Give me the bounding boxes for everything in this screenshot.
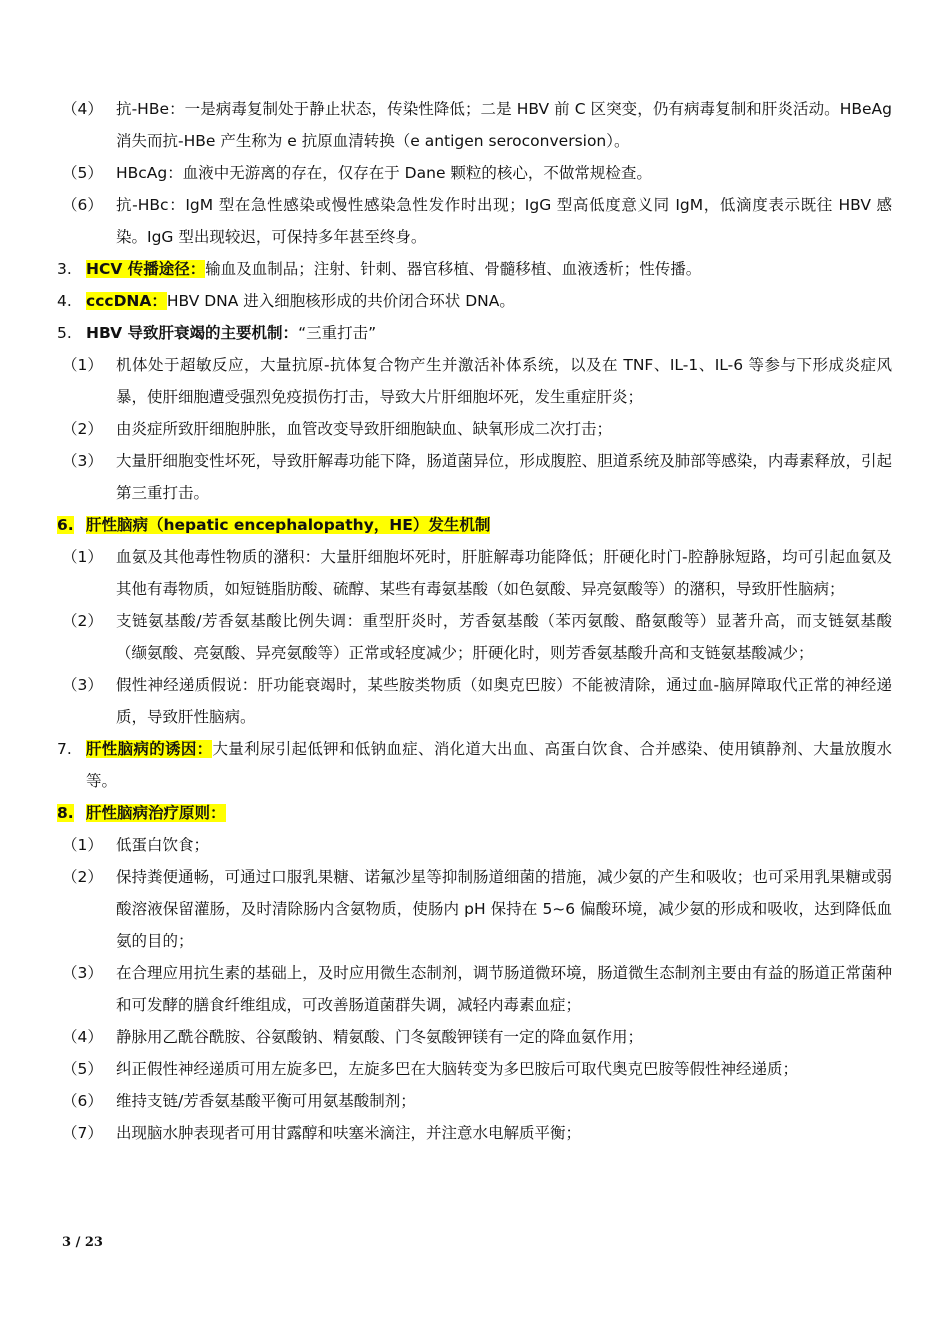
sub-item <box>0 413 950 445</box>
sub-item <box>0 669 950 733</box>
item-body: 大量利尿引起低钾和低钠血症、消化道大出血、高蛋白饮食、合并感染、使用镇静剂、大量放腹水等。 <box>86 740 892 790</box>
item-heading: 肝性脑病治疗原则： <box>86 804 226 822</box>
sub-item <box>0 349 950 413</box>
item-body: 纠正假性神经递质可用左旋多巴，左旋多巴在大脑转变为多巴胺后可取代奥克巴胺等假性神经递质； <box>116 1060 799 1078</box>
numbered-item <box>0 253 950 285</box>
item-text <box>116 861 892 957</box>
sub-item <box>0 93 950 157</box>
item-text <box>86 797 892 829</box>
item-body: 低蛋白饮食； <box>116 836 210 854</box>
item-heading: HBV 导致肝衰竭的主要机制： <box>86 324 299 342</box>
item-body: 大量肝细胞变性坏死，导致肝解毒功能下降，肠道菌异位，形成腹腔、胆道系统及肺部等感染，内毒素释放，引起第三重打击。 <box>116 452 892 502</box>
page-number: 3 / 23 <box>62 1235 103 1250</box>
sub-item <box>0 541 950 605</box>
item-number: （5） <box>62 164 103 182</box>
item-number: 4. <box>57 292 72 310</box>
sub-item <box>0 1021 950 1053</box>
item-heading: cccDNA： <box>86 292 167 310</box>
item-text <box>86 317 892 349</box>
item-body: 支链氨基酸/芳香氨基酸比例失调：重型肝炎时，芳香氨基酸（苯丙氨酸、酪氨酸等）显著升高，而支链氨基酸（缬氨酸、亮氨酸、异亮氨酸等）正常或轻度减少；肝硬化时，则芳香氨基酸升高和支链氨基酸减少； <box>116 612 892 662</box>
item-number: 6. <box>57 516 74 534</box>
item-text <box>116 1117 892 1149</box>
item-body: 机体处于超敏反应，大量抗原-抗体复合物产生并激活补体系统，以及在 TNF、IL-1、IL-6 等参与下形成炎症风暴，使肝细胞遭受强烈免疫损伤打击，导致大片肝细胞坏死，发生重症肝炎； <box>116 356 892 406</box>
item-text <box>86 733 892 797</box>
numbered-item <box>0 733 950 797</box>
item-body: HBV DNA 进入细胞核形成的共价闭合环状 DNA。 <box>166 292 515 310</box>
sub-item <box>0 1117 950 1149</box>
numbered-item <box>0 317 950 349</box>
item-text <box>86 509 892 541</box>
item-body: 保持粪便通畅，可通过口服乳果糖、诺氟沙星等抑制肠道细菌的措施，减少氨的产生和吸收；也可采用乳果糖或弱酸溶液保留灌肠，及时清除肠内含氨物质，使肠内 pH 保持在 5~6 偏酸环境，减少氨的形成和吸收，达到降低血氨的目的； <box>116 868 892 950</box>
item-text <box>86 285 892 317</box>
item-text <box>86 253 892 285</box>
item-number: （4） <box>62 1028 103 1046</box>
item-number: （3） <box>62 964 103 982</box>
item-text <box>116 669 892 733</box>
item-body: 输血及血制品；注射、针刺、器官移植、骨髓移植、血液透析；性传播。 <box>205 260 702 278</box>
item-number: （7） <box>62 1124 103 1142</box>
item-number: 7. <box>57 740 72 758</box>
item-text <box>116 1021 892 1053</box>
item-text <box>116 349 892 413</box>
item-text <box>116 957 892 1021</box>
item-text <box>116 157 892 189</box>
numbered-item <box>0 797 950 829</box>
sub-item <box>0 861 950 957</box>
sub-item <box>0 445 950 509</box>
item-body: 抗-HBe：一是病毒复制处于静止状态，传染性降低；二是 HBV 前 C 区突变，仍有病毒复制和肝炎活动。HBeAg 消失而抗-HBe 产生称为 e 抗原血清转换（e antigen seroconversion）。 <box>116 100 892 150</box>
item-body: 假性神经递质假说：肝功能衰竭时，某些胺类物质（如奥克巴胺）不能被清除，通过血-脑屏障取代正常的神经递质，导致肝性脑病。 <box>116 676 892 726</box>
item-heading: 肝性脑病（hepatic encephalopathy，HE）发生机制 <box>86 516 491 534</box>
item-text <box>116 605 892 669</box>
item-heading: HCV 传播途径： <box>86 260 206 278</box>
item-body: 在合理应用抗生素的基础上，及时应用微生态制剂，调节肠道微环境，肠道微生态制剂主要由有益的肠道正常菌种和可发酵的膳食纤维组成，可改善肠道菌群失调，减轻内毒素血症； <box>116 964 892 1014</box>
item-number: （2） <box>62 868 103 886</box>
item-text <box>116 1085 892 1117</box>
item-number: （3） <box>62 676 103 694</box>
item-body: 由炎症所致肝细胞肿胀，血管改变导致肝细胞缺血、缺氧形成二次打击； <box>116 420 613 438</box>
item-number: 8. <box>57 804 74 822</box>
item-body: “三重打击” <box>298 324 377 342</box>
item-body: HBcAg：血液中无游离的存在，仅存在于 Dane 颗粒的核心，不做常规检查。 <box>116 164 652 182</box>
item-number: （5） <box>62 1060 103 1078</box>
numbered-item <box>0 509 950 541</box>
sub-item <box>0 605 950 669</box>
item-number: （1） <box>62 548 103 566</box>
item-number: （1） <box>62 356 103 374</box>
sub-item <box>0 957 950 1021</box>
item-text <box>116 413 892 445</box>
sub-item <box>0 1053 950 1085</box>
item-body: 维持支链/芳香氨基酸平衡可用氨基酸制剂； <box>116 1092 416 1110</box>
sub-item <box>0 157 950 189</box>
item-number: （6） <box>62 1092 103 1110</box>
sub-item <box>0 829 950 861</box>
item-body: 抗-HBc：IgM 型在急性感染或慢性感染急性发作时出现；IgG 型高低度意义同 IgM，低滴度表示既往 HBV 感染。IgG 型出现较迟，可保持多年甚至终身。 <box>116 196 892 246</box>
item-number: 3. <box>57 260 72 278</box>
item-body: 出现脑水肿表现者可用甘露醇和呋塞米滴注，并注意水电解质平衡； <box>116 1124 582 1142</box>
item-number: （2） <box>62 420 103 438</box>
item-text <box>116 1053 892 1085</box>
sub-item <box>0 1085 950 1117</box>
item-number: （6） <box>62 196 103 214</box>
document-body <box>0 93 950 1149</box>
sub-item <box>0 189 950 253</box>
item-body: 血氨及其他毒性物质的潴积：大量肝细胞坏死时，肝脏解毒功能降低；肝硬化时门-腔静脉短路，均可引起血氨及其他有毒物质，如短链脂肪酸、硫醇、某些有毒氨基酸（如色氨酸、异亮氨酸等）的潴积，导致肝性脑病； <box>116 548 892 598</box>
item-text <box>116 541 892 605</box>
item-number: （4） <box>62 100 103 118</box>
item-number: （1） <box>62 836 103 854</box>
item-number: 5. <box>57 324 72 342</box>
item-text <box>116 93 892 157</box>
numbered-item <box>0 285 950 317</box>
item-body: 静脉用乙酰谷酰胺、谷氨酸钠、精氨酸、门冬氨酸钾镁有一定的降血氨作用； <box>116 1028 644 1046</box>
item-heading: 肝性脑病的诱因： <box>86 740 213 758</box>
item-text <box>116 445 892 509</box>
item-number: （2） <box>62 612 103 630</box>
item-text <box>116 189 892 253</box>
item-number: （3） <box>62 452 103 470</box>
item-text <box>116 829 892 861</box>
